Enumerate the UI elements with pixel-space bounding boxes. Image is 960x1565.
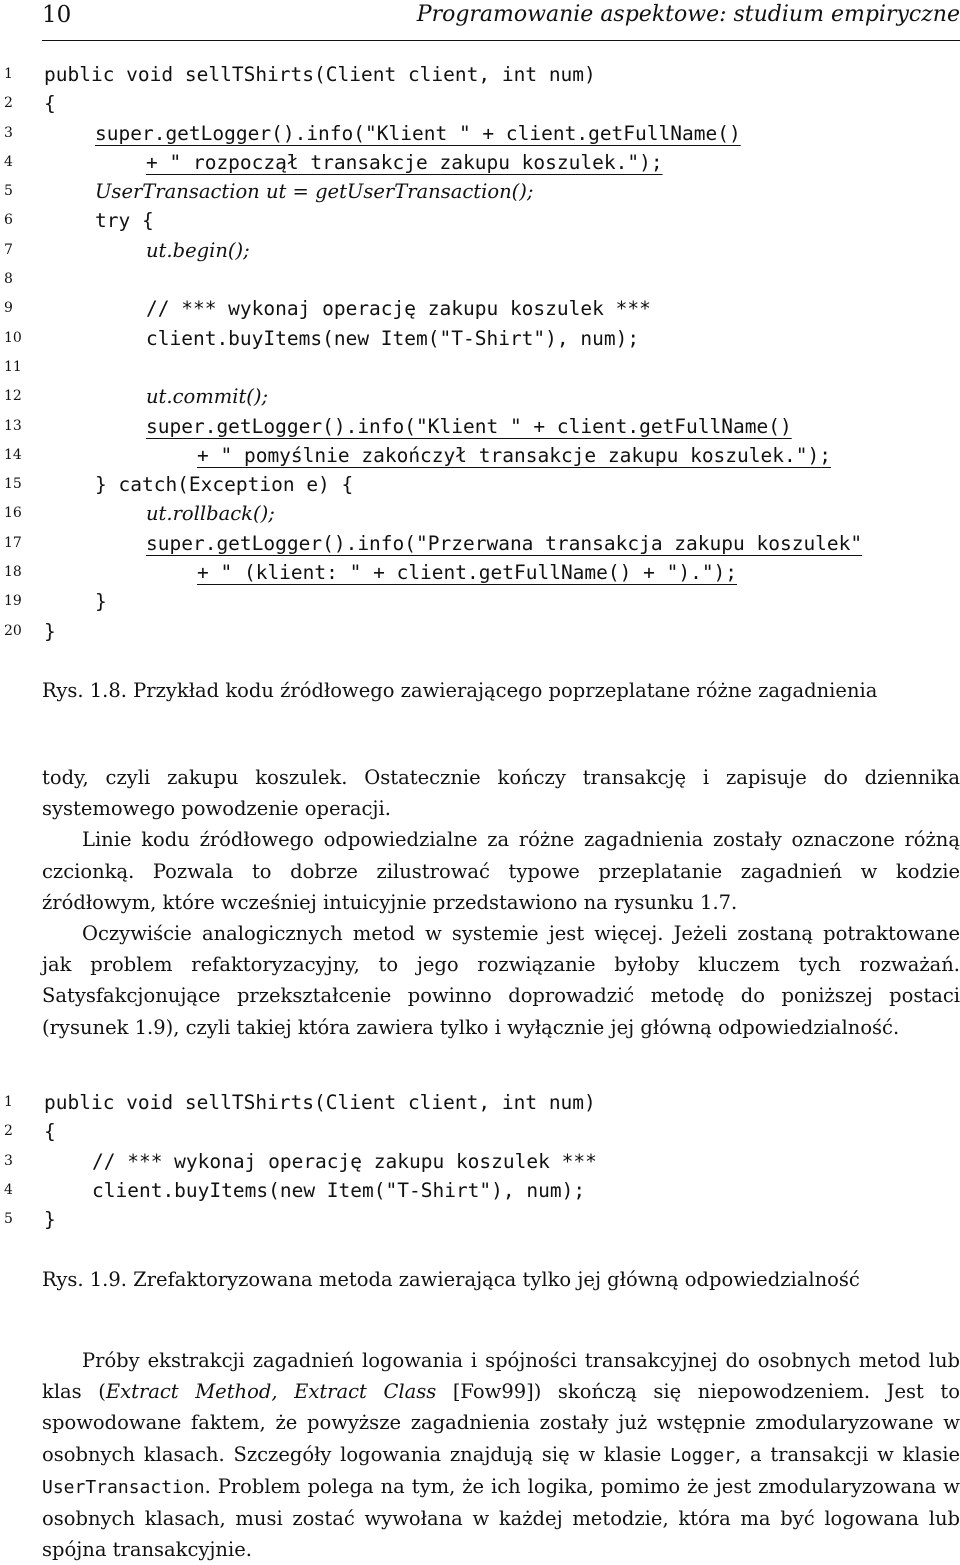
line-number: 18 (4, 564, 22, 581)
line-number: 7 (4, 241, 13, 258)
code-line (0, 294, 960, 323)
code-text: ut.commit(); (146, 385, 269, 409)
code-text: // *** wykonaj operację zakupu koszulek *** (92, 1149, 597, 1173)
code-text: } (44, 1208, 56, 1232)
paragraph: tody, czyli zakupu koszulek. Ostatecznie kończy transakcję i zapisuje do dziennika systemowego powodzenie operacji. (42, 766, 960, 821)
code-listing-2 (0, 1088, 960, 1234)
line-number: 19 (4, 593, 22, 610)
paragraph: Oczywiście analogicznych metod w systemie jest więcej. Jeżeli zostaną potraktowane jak problem refaktoryzacyjny, to jego rozwiązanie byłoby kluczem tych rozważań. Satysfakcjonujące przekształcenie powinno doprowadzić metodę do poniższej postaci (rysunek 1.9), czyli takiej która zawiera tylko i wyłącznie jej główną odpowiedzialność. (42, 922, 960, 1039)
text-run: Próby ekstrakcji zagadnień logowania i spójności transakcyjnej do osobnych metod lub klas ( (42, 1349, 960, 1404)
code-line (0, 558, 960, 587)
paragraph (42, 1345, 960, 1565)
code-text: } (44, 619, 56, 643)
text-run: . Problem polega na tym, że ich logika, pomimo że jest zmodularyzowana w osobnych klasach, musi zostać wywołana w każdej metodzie, która ma być logowana lub spójna transakcyjnie. (42, 1474, 960, 1562)
code-line (0, 499, 960, 528)
code-listing-1 (0, 60, 960, 646)
code-text: public void sellTShirts(Client client, int num) (44, 1091, 596, 1114)
code-line (0, 265, 960, 294)
line-number: 9 (4, 300, 13, 317)
page-number: 10 (42, 2, 72, 28)
code-line (0, 1088, 960, 1117)
code-line (0, 529, 960, 558)
body-text-2 (42, 1345, 960, 1565)
line-number: 20 (4, 622, 22, 639)
code-text: ut.begin(); (146, 238, 250, 262)
code-term: UserTransaction (42, 1476, 205, 1498)
code-text: super.getLogger().info("Klient " + client.getFullName() (146, 414, 792, 438)
code-line (0, 1117, 960, 1146)
line-number: 13 (4, 417, 22, 434)
line-number: 5 (4, 1211, 13, 1228)
code-text: + " pomyślnie zakończył transakcje zakupu koszulek."); (197, 443, 831, 467)
code-text: // *** wykonaj operację zakupu koszulek *** (146, 297, 651, 321)
line-number: 5 (4, 183, 13, 200)
code-text: + " rozpoczął transakcje zakupu koszulek."); (146, 150, 663, 174)
italic-term: Extract Method, Extract Class (105, 1380, 437, 1404)
line-number: 15 (4, 476, 22, 493)
line-number: 6 (4, 212, 13, 229)
line-number: 3 (4, 1152, 13, 1169)
text-run: , a transakcji w klasie (735, 1442, 960, 1466)
running-title: Programowanie aspektowe: studium empiryczne (416, 2, 960, 27)
line-number: 11 (4, 358, 22, 375)
code-text: + " (klient: " + client.getFullName() + ")."); (197, 561, 738, 585)
code-line (0, 1147, 960, 1176)
code-line (0, 119, 960, 148)
code-line (0, 236, 960, 265)
body-text-1 (42, 762, 960, 1043)
paragraph: Linie kodu źródłowego odpowiedzialne za różne zagadnienia zostały oznaczone różną czcionką. Pozwala to dobrze zilustrować typowe przeplatanie zagadnień w kodzie źródłowym, które wcześniej intuicyjnie przedstawiono na rysunku 1.7. (42, 828, 960, 914)
code-text: ut.rollback(); (146, 502, 275, 526)
code-term: Logger (670, 1444, 736, 1466)
code-line (0, 324, 960, 353)
line-number: 2 (4, 95, 13, 112)
code-line (0, 60, 960, 89)
figure-caption-1: Rys. 1.8. Przykład kodu źródłowego zawierającego poprzeplatane różne zagadnienia (42, 679, 878, 702)
line-number: 1 (4, 1094, 13, 1110)
line-number: 4 (4, 153, 13, 170)
code-line (0, 617, 960, 646)
line-number: 12 (4, 388, 22, 405)
code-line (0, 441, 960, 470)
figure-caption-2: Rys. 1.9. Zrefaktoryzowana metoda zawierająca tylko jej główną odpowiedzialność (42, 1268, 860, 1291)
line-number: 4 (4, 1181, 13, 1198)
code-line (0, 89, 960, 118)
code-line (0, 412, 960, 441)
text-run: [Fow99]) skończą się niepowodzeniem. Jest to spowodowane faktem, że powyższe zagadnienia zostały już wstępnie zmodularyzowane w osobnych klasach. Szczegóły logowania znajdują się w klasie (42, 1380, 960, 1466)
code-text: } (95, 590, 107, 614)
page-header (42, 0, 960, 41)
line-number: 8 (4, 271, 13, 288)
code-line (0, 1205, 960, 1234)
code-line (0, 587, 960, 616)
line-number: 10 (4, 329, 22, 346)
code-text: { (44, 92, 56, 116)
code-text: super.getLogger().info("Klient " + client.getFullName() (95, 121, 741, 145)
line-number: 2 (4, 1123, 13, 1140)
line-number: 16 (4, 505, 22, 522)
code-line (0, 382, 960, 411)
code-text: } catch(Exception e) { (95, 473, 354, 497)
code-line (0, 177, 960, 206)
code-line (0, 206, 960, 235)
code-text: client.buyItems(new Item("T-Shirt"), num); (146, 326, 640, 350)
code-text: try { (95, 209, 154, 233)
code-line (0, 470, 960, 499)
line-number: 17 (4, 534, 22, 551)
code-text: public void sellTShirts(Client client, int num) (44, 63, 596, 86)
code-text: UserTransaction ut = getUserTransaction(); (95, 180, 534, 204)
code-text: super.getLogger().info("Przerwana transakcja zakupu koszulek" (146, 531, 863, 555)
code-line (0, 1176, 960, 1205)
line-number: 14 (4, 446, 22, 463)
code-line (0, 148, 960, 177)
code-text: client.buyItems(new Item("T-Shirt"), num); (92, 1178, 586, 1202)
code-text: { (44, 1120, 56, 1144)
line-number: 3 (4, 124, 13, 141)
code-line (0, 353, 960, 382)
line-number: 1 (4, 66, 13, 82)
